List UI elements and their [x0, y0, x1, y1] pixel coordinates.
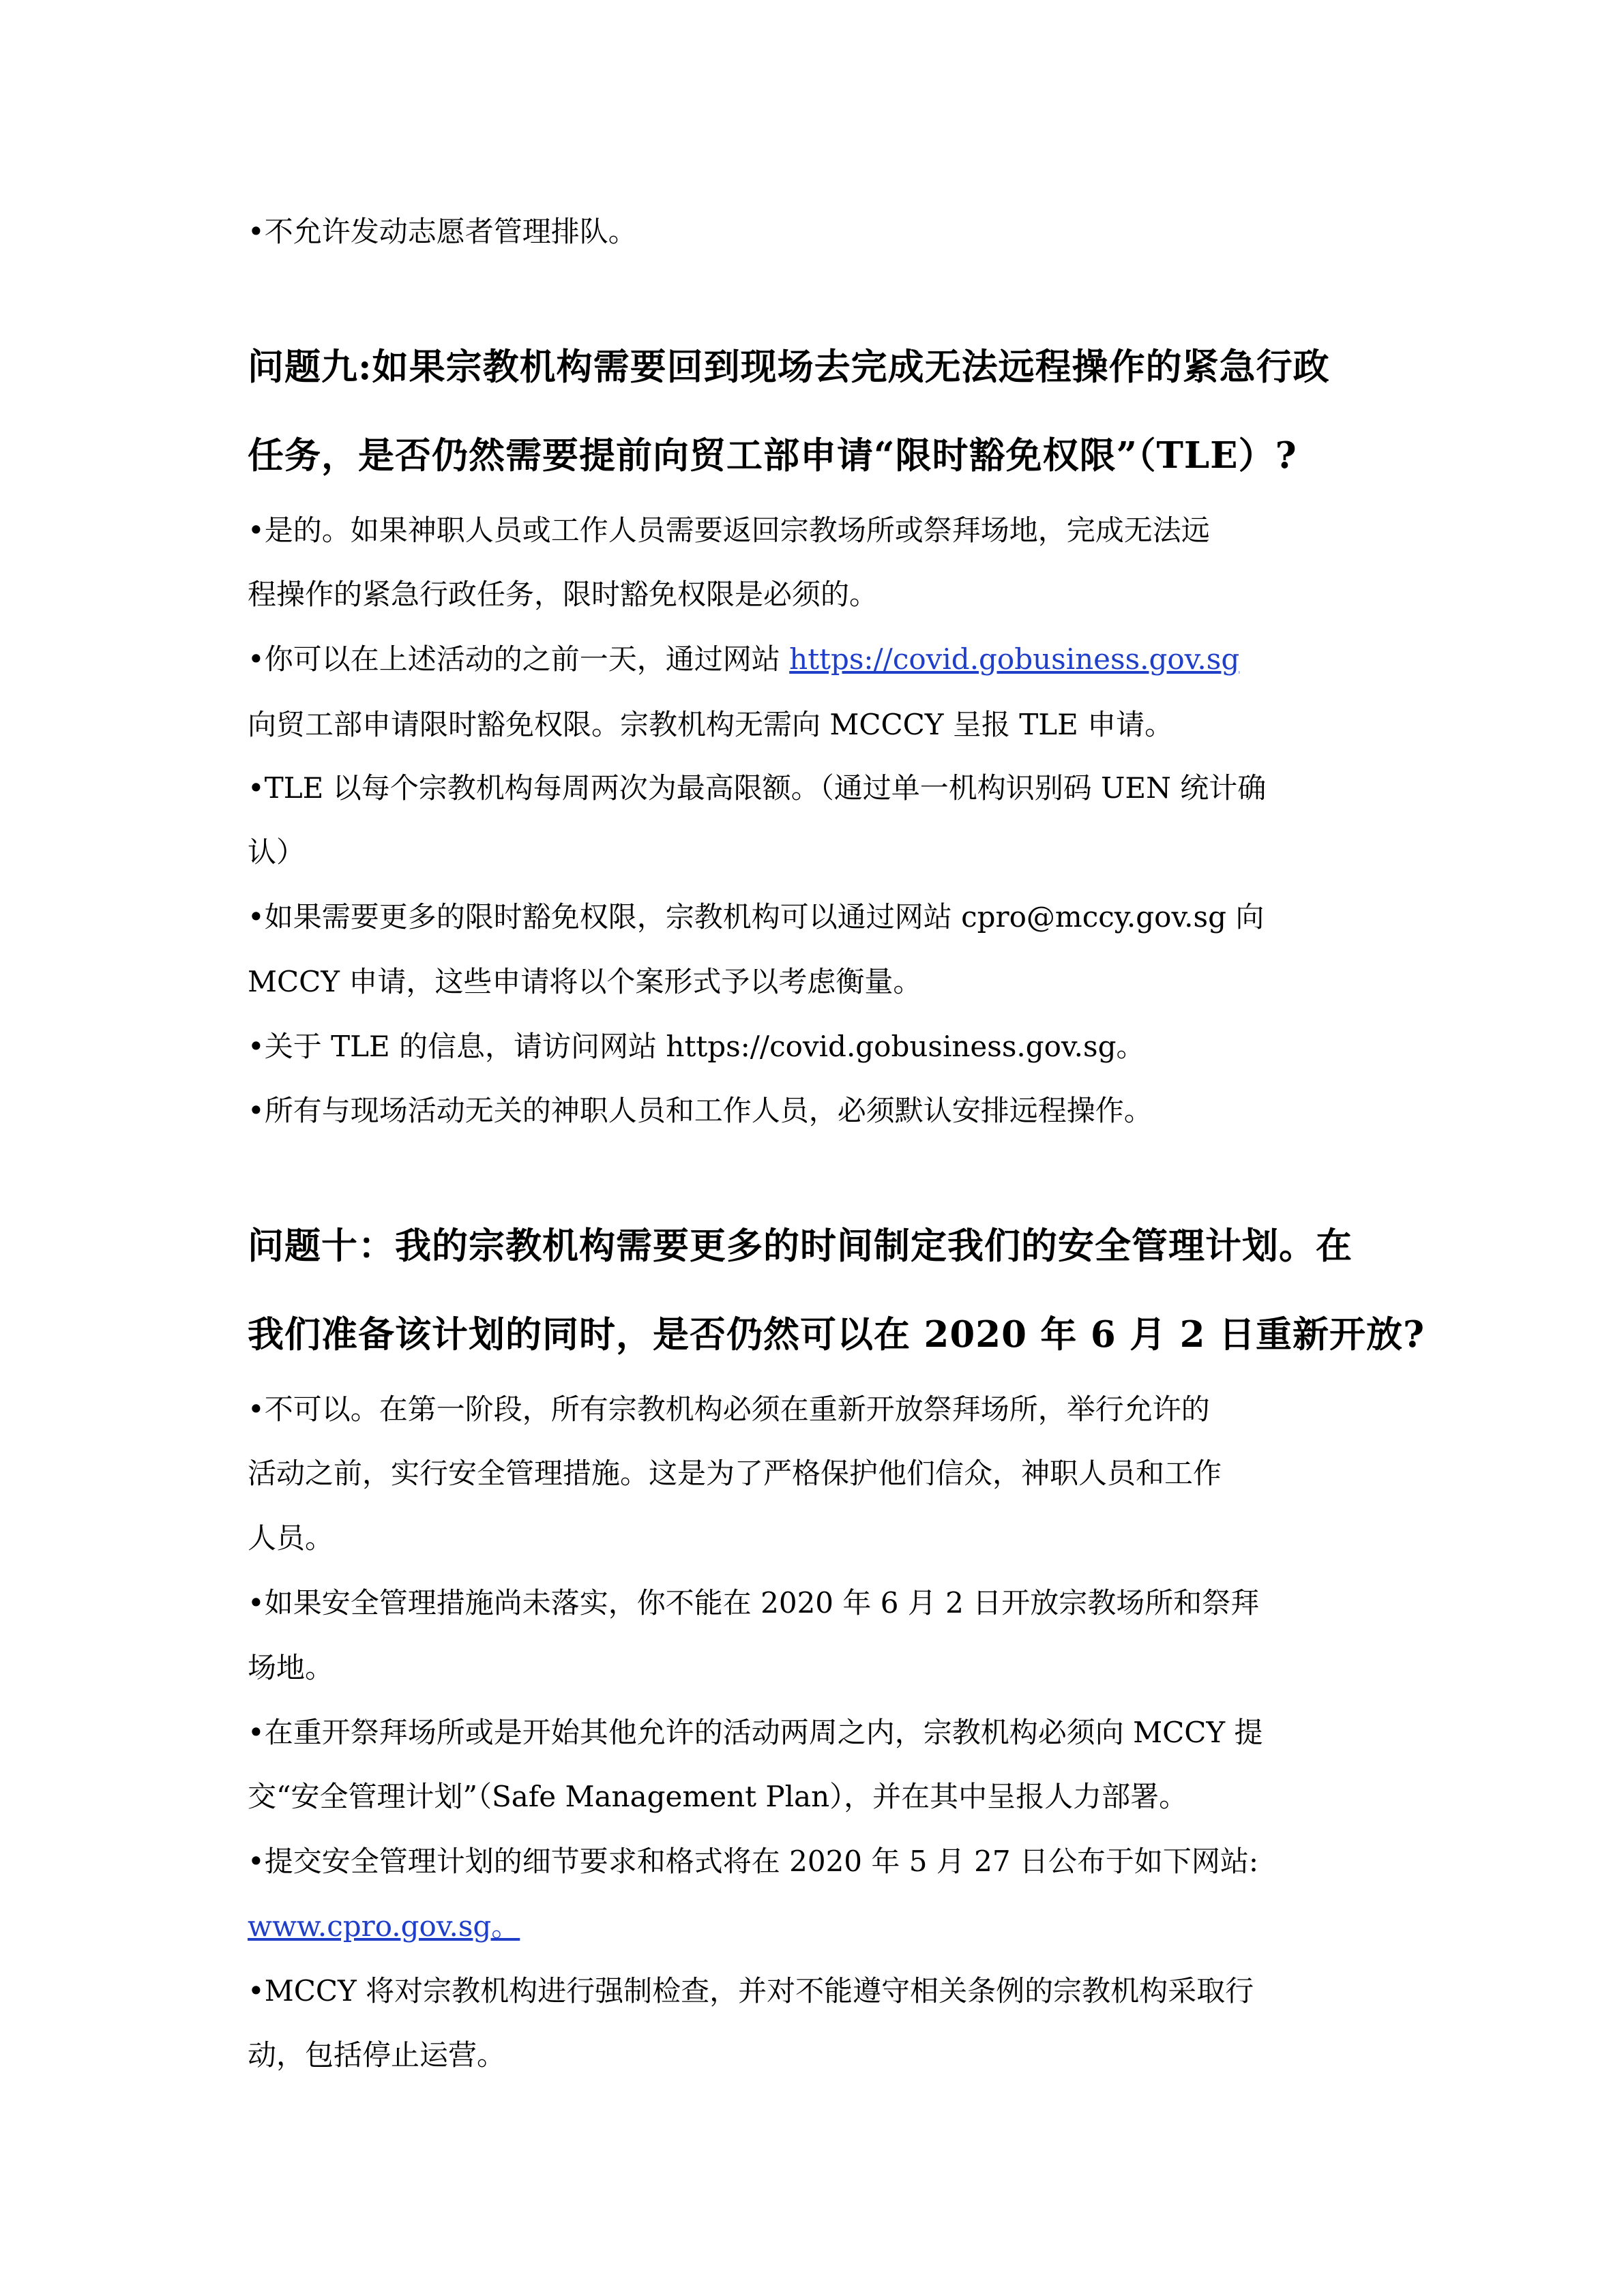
q10-bullet-4-line-2 [248, 1906, 520, 1947]
q10-bullet-1-line-3: 人员。 [248, 1521, 334, 1555]
q9-bullet-1-line-2: 程操作的紧急行政任务，限时豁免权限是必须的。 [248, 578, 879, 611]
q9-bullet-4-line-1: •如果需要更多的限时豁免权限，宗教机构可以通过网站 cpro@mccy.gov.sg 向 [248, 900, 1265, 934]
question-9-title-line-1: 问题九:如果宗教机构需要回到现场去完成无法远程操作的紧急行政 [248, 346, 1330, 388]
question-10-title-line-2: 我们准备该计划的同时，是否仍然可以在 2020 年 6 月 2 日重新开放? [248, 1313, 1426, 1356]
q9-bullet-1-line-1: •是的。如果神职人员或工作人员需要返回宗教场所或祭拜场地，完成无法远 [248, 513, 1210, 547]
q9-bullet-2-line-2: 向贸工部申请限时豁免权限。宗教机构无需向 MCCCY 呈报 TLE 申请。 [248, 708, 1174, 741]
q9-bullet-2-line-1 [248, 639, 1239, 680]
q9-bullet-3-line-2: 认） [248, 835, 306, 869]
question-10-title-line-1: 问题十：我的宗教机构需要更多的时间制定我们的安全管理计划。在 [248, 1225, 1353, 1267]
q10-bullet-3-line-2: 交“安全管理计划”（Safe Management Plan），并在其中呈报人力部署。 [248, 1780, 1188, 1813]
q10-bullet-2-line-1: •如果安全管理措施尚未落实，你不能在 2020 年 6 月 2 日开放宗教场所和祭拜 [248, 1586, 1260, 1620]
cpro-website-link[interactable]: www.cpro.gov.sg。 [248, 1909, 520, 1943]
q10-bullet-5-line-2: 动，包括停止运营。 [248, 2038, 506, 2072]
q9-bullet-3-line-1: •TLE 以每个宗教机构每周两次为最高限额。（通过单一机构识别码 UEN 统计确 [248, 771, 1267, 805]
q9-bullet-5-line-1: •关于 TLE 的信息，请访问网站 https://covid.gobusiness.gov.sg。 [248, 1030, 1145, 1063]
q10-bullet-1-line-1: •不可以。在第一阶段，所有宗教机构必须在重新开放祭拜场所，举行允许的 [248, 1392, 1210, 1426]
q9-bullet-2-text: •你可以在上述活动的之前一天，通过网站 [248, 642, 790, 676]
q10-bullet-1-line-2: 活动之前，实行安全管理措施。这是为了严格保护他们信众，神职人员和工作 [248, 1457, 1222, 1490]
q9-bullet-4-line-2: MCCY 申请，这些申请将以个案形式予以考虑衡量。 [248, 965, 922, 998]
q10-bullet-2-line-2: 场地。 [248, 1651, 334, 1684]
q10-bullet-5-line-1: •MCCY 将对宗教机构进行强制检查，并对不能遵守相关条例的宗教机构采取行 [248, 1974, 1254, 2008]
q9-bullet-6-line-1: •所有与现场活动无关的神职人员和工作人员，必须默认安排远程操作。 [248, 1094, 1153, 1127]
covid-gobusiness-link[interactable]: https://covid.gobusiness.gov.sg [789, 642, 1240, 676]
question-9-title-line-2: 任务，是否仍然需要提前向贸工部申请“限时豁免权限”（TLE）? [248, 434, 1297, 477]
q10-bullet-3-line-1: •在重开祭拜场所或是开始其他允许的活动两周之内，宗教机构必须向 MCCY 提 [248, 1716, 1263, 1749]
intro-bullet: •不允许发动志愿者管理排队。 [248, 215, 637, 248]
q10-bullet-4-line-1: •提交安全管理计划的细节要求和格式将在 2020 年 5 月 27 日公布于如下网站: [248, 1845, 1259, 1878]
